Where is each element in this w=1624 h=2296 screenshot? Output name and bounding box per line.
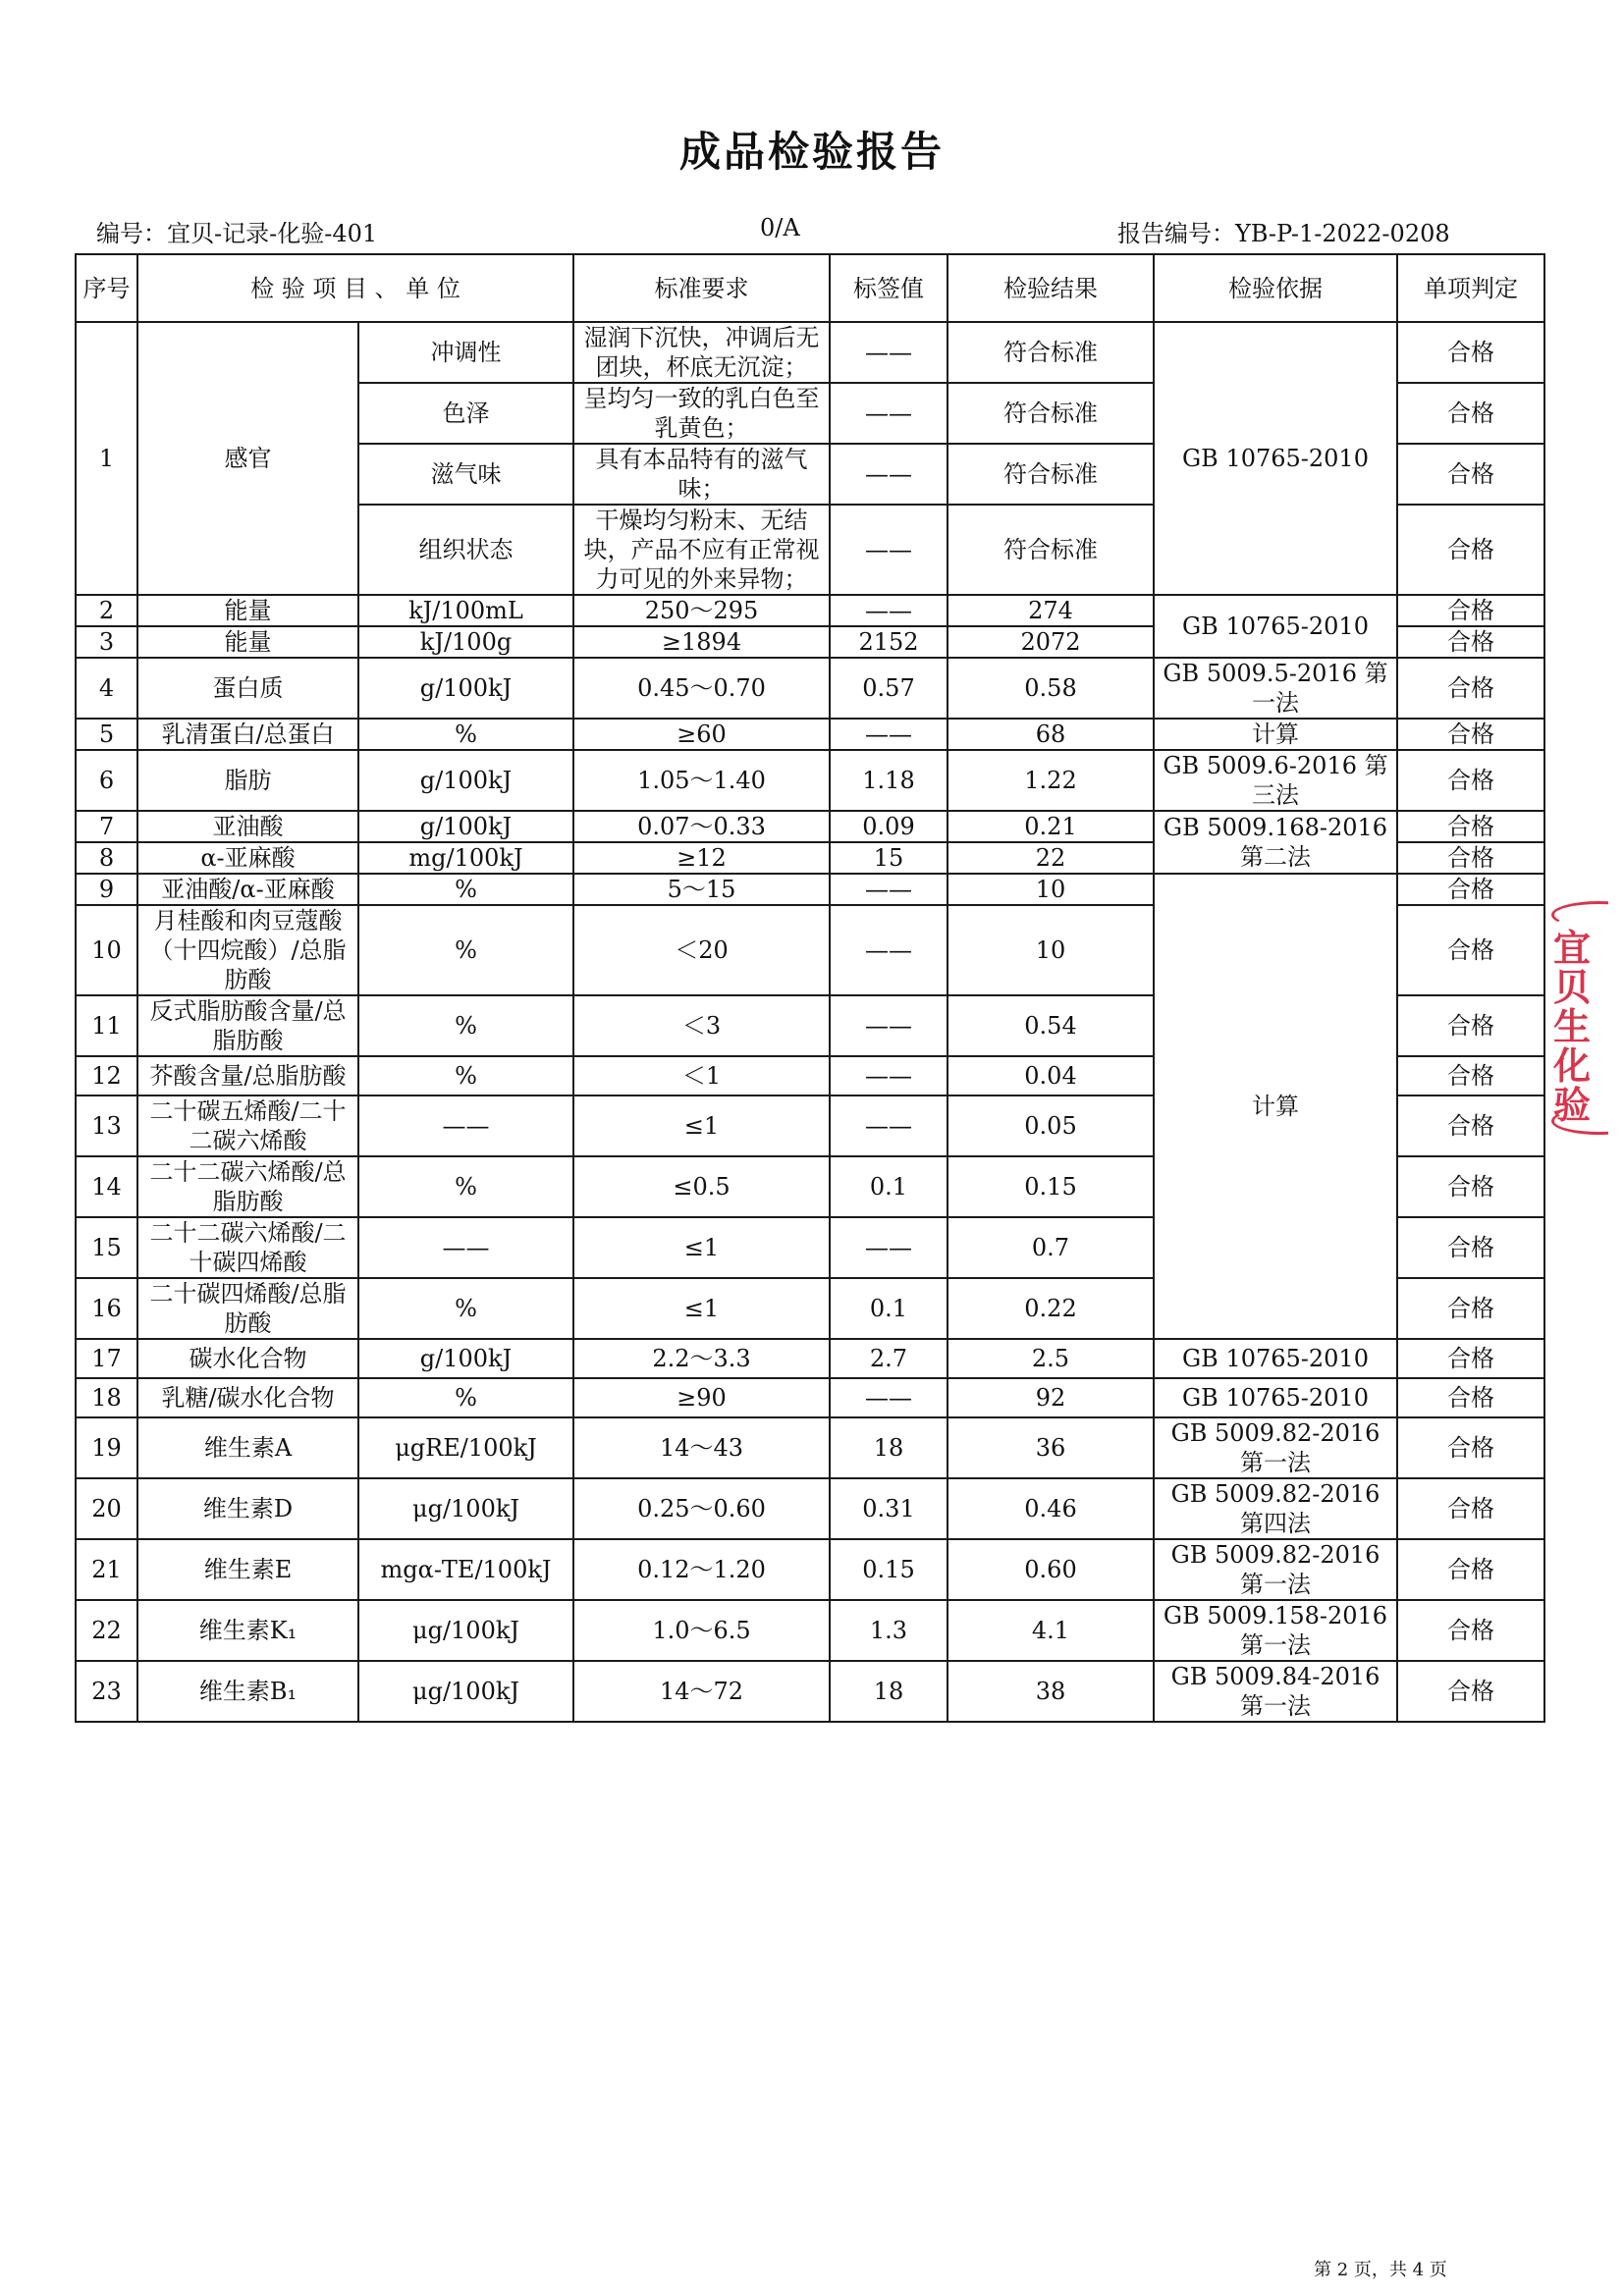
- unit: %: [358, 1278, 573, 1339]
- table-row: [76, 1339, 1544, 1378]
- label-value: 2.7: [830, 1339, 947, 1378]
- item-name: 维生素E: [137, 1539, 358, 1600]
- verdict: 合格: [1397, 1217, 1544, 1278]
- row-seq: 2: [76, 595, 137, 626]
- row-seq: 16: [76, 1278, 137, 1339]
- table-row: [76, 719, 1544, 750]
- result: 10: [947, 874, 1154, 905]
- row-seq: 21: [76, 1539, 137, 1600]
- result: 92: [947, 1378, 1154, 1417]
- stamp-text-2: 化验: [1553, 1043, 1592, 1127]
- requirement: ≤0.5: [573, 1156, 830, 1217]
- sub-item-name: 滋气味: [358, 444, 573, 505]
- result: 4.1: [947, 1600, 1154, 1661]
- table-row: [76, 874, 1544, 905]
- row-seq: 7: [76, 811, 137, 842]
- verdict: 合格: [1397, 811, 1544, 842]
- requirement: ＜1: [573, 1056, 830, 1095]
- sub-item-name: 组织状态: [358, 505, 573, 595]
- unit: ——: [358, 1217, 573, 1278]
- result: 0.46: [947, 1478, 1154, 1539]
- unit: %: [358, 874, 573, 905]
- unit: μg/100kJ: [358, 1661, 573, 1722]
- unit: %: [358, 1378, 573, 1417]
- table-row: [76, 1661, 1544, 1722]
- unit: g/100kJ: [358, 811, 573, 842]
- requirement: 1.0～6.5: [573, 1600, 830, 1661]
- label-value: ——: [830, 383, 947, 444]
- unit: kJ/100g: [358, 626, 573, 658]
- row-seq: 10: [76, 905, 137, 995]
- verdict: 合格: [1397, 719, 1544, 750]
- verdict: 合格: [1397, 505, 1544, 595]
- label-value: ——: [830, 505, 947, 595]
- test-basis: GB 10765-2010: [1154, 1339, 1397, 1378]
- table-row: [76, 658, 1544, 719]
- item-name: 月桂酸和肉豆蔻酸（十四烷酸）/总脂肪酸: [137, 905, 358, 995]
- row-seq: 20: [76, 1478, 137, 1539]
- requirement: 干燥均匀粉末、无结块，产品不应有正常视力可见的外来异物；: [573, 505, 830, 595]
- unit: mg/100kJ: [358, 842, 573, 874]
- label-value: 2152: [830, 626, 947, 658]
- table-row: [76, 595, 1544, 626]
- label-value: 0.15: [830, 1539, 947, 1600]
- item-name: 能量: [137, 595, 358, 626]
- verdict: 合格: [1397, 626, 1544, 658]
- requirement: ≥1894: [573, 626, 830, 658]
- test-basis: GB 5009.5-2016 第一法: [1154, 658, 1397, 719]
- verdict: 合格: [1397, 874, 1544, 905]
- requirement: ≤1: [573, 1217, 830, 1278]
- unit: kJ/100mL: [358, 595, 573, 626]
- label-value: ——: [830, 444, 947, 505]
- verdict: 合格: [1397, 1417, 1544, 1478]
- stamp-text-1: 宜贝生: [1553, 926, 1592, 1048]
- result: 0.05: [947, 1095, 1154, 1156]
- test-basis: GB 10765-2010: [1154, 595, 1397, 658]
- table-row: [76, 322, 1544, 383]
- requirement: 250～295: [573, 595, 830, 626]
- header-row: [76, 254, 1544, 322]
- item-name: 维生素K₁: [137, 1600, 358, 1661]
- item-name: 反式脂肪酸含量/总脂肪酸: [137, 995, 358, 1056]
- row-seq: 13: [76, 1095, 137, 1156]
- row-seq: 4: [76, 658, 137, 719]
- sensory-group: 感官: [137, 322, 358, 595]
- item-name: 脂肪: [137, 750, 358, 811]
- result: 0.54: [947, 995, 1154, 1056]
- inspection-table: [75, 253, 1545, 1723]
- item-name: 乳糖/碳水化合物: [137, 1378, 358, 1417]
- requirement: ＜3: [573, 995, 830, 1056]
- item-name: 乳清蛋白/总蛋白: [137, 719, 358, 750]
- item-name: 能量: [137, 626, 358, 658]
- unit: μg/100kJ: [358, 1478, 573, 1539]
- requirement: ≥12: [573, 842, 830, 874]
- verdict: 合格: [1397, 444, 1544, 505]
- result: 274: [947, 595, 1154, 626]
- result: 22: [947, 842, 1154, 874]
- header-verdict: 单项判定: [1397, 254, 1544, 322]
- verdict: 合格: [1397, 1056, 1544, 1095]
- row-seq: 19: [76, 1417, 137, 1478]
- header-basis: 检验依据: [1154, 254, 1397, 322]
- verdict: 合格: [1397, 1095, 1544, 1156]
- result: 2.5: [947, 1339, 1154, 1378]
- test-basis: GB 5009.158-2016 第一法: [1154, 1600, 1397, 1661]
- result: 2072: [947, 626, 1154, 658]
- unit: g/100kJ: [358, 750, 573, 811]
- label-value: 15: [830, 842, 947, 874]
- result: 符合标准: [947, 383, 1154, 444]
- result: 10: [947, 905, 1154, 995]
- red-seal-stamp: [1549, 901, 1608, 1143]
- label-value: 1.18: [830, 750, 947, 811]
- test-basis: GB 5009.6-2016 第三法: [1154, 750, 1397, 811]
- item-name: 二十碳五烯酸/二十二碳六烯酸: [137, 1095, 358, 1156]
- row-seq: 8: [76, 842, 137, 874]
- test-basis: 计算: [1154, 719, 1397, 750]
- row-seq: 17: [76, 1339, 137, 1378]
- row-seq: 5: [76, 719, 137, 750]
- item-name: 二十二碳六烯酸/二十碳四烯酸: [137, 1217, 358, 1278]
- result: 0.21: [947, 811, 1154, 842]
- record-number: 编号：宜贝-记录-化验-401: [96, 220, 378, 247]
- unit: ——: [358, 1095, 573, 1156]
- unit: %: [358, 995, 573, 1056]
- result: 0.15: [947, 1156, 1154, 1217]
- test-basis: GB 5009.82-2016 第一法: [1154, 1417, 1397, 1478]
- verdict: 合格: [1397, 383, 1544, 444]
- requirement: 0.07～0.33: [573, 811, 830, 842]
- test-basis: GB 5009.82-2016 第一法: [1154, 1539, 1397, 1600]
- row-seq: 23: [76, 1661, 137, 1722]
- item-name: 维生素D: [137, 1478, 358, 1539]
- label-value: ——: [830, 1217, 947, 1278]
- item-name: 二十二碳六烯酸/总脂肪酸: [137, 1156, 358, 1217]
- result: 1.22: [947, 750, 1154, 811]
- unit: %: [358, 1056, 573, 1095]
- header-label-value: 标签值: [830, 254, 947, 322]
- unit: %: [358, 719, 573, 750]
- report-number: 报告编号：YB-P-1-2022-0208: [1117, 220, 1450, 247]
- requirement: ≥90: [573, 1378, 830, 1417]
- row-seq: 6: [76, 750, 137, 811]
- requirement: 0.12～1.20: [573, 1539, 830, 1600]
- verdict: 合格: [1397, 1478, 1544, 1539]
- unit: %: [358, 1156, 573, 1217]
- test-basis: GB 5009.82-2016 第四法: [1154, 1478, 1397, 1539]
- verdict: 合格: [1397, 1661, 1544, 1722]
- row-seq: 12: [76, 1056, 137, 1095]
- result: 38: [947, 1661, 1154, 1722]
- unit: μg/100kJ: [358, 1600, 573, 1661]
- test-basis: GB 5009.168-2016 第二法: [1154, 811, 1397, 874]
- label-value: 0.31: [830, 1478, 947, 1539]
- test-basis: GB 5009.84-2016 第一法: [1154, 1661, 1397, 1722]
- result: 68: [947, 719, 1154, 750]
- row-seq: 18: [76, 1378, 137, 1417]
- requirement: 14～72: [573, 1661, 830, 1722]
- test-basis: GB 10765-2010: [1154, 322, 1397, 595]
- label-value: ——: [830, 874, 947, 905]
- requirement: 5～15: [573, 874, 830, 905]
- item-name: 碳水化合物: [137, 1339, 358, 1378]
- label-value: ——: [830, 905, 947, 995]
- page-footer: 第 2 页，共 4 页: [1314, 2260, 1447, 2280]
- verdict: 合格: [1397, 1339, 1544, 1378]
- verdict: 合格: [1397, 1378, 1544, 1417]
- table-row: [76, 1600, 1544, 1661]
- label-value: 18: [830, 1661, 947, 1722]
- requirement: ＜20: [573, 905, 830, 995]
- report-title: 成品检验报告: [678, 128, 945, 176]
- item-name: 维生素B₁: [137, 1661, 358, 1722]
- item-name: 蛋白质: [137, 658, 358, 719]
- item-name: 亚油酸: [137, 811, 358, 842]
- requirement: 14～43: [573, 1417, 830, 1478]
- requirement: 2.2～3.3: [573, 1339, 830, 1378]
- label-value: ——: [830, 595, 947, 626]
- table-row: [76, 750, 1544, 811]
- header-result: 检验结果: [947, 254, 1154, 322]
- label-value: 0.1: [830, 1156, 947, 1217]
- item-name: 二十碳四烯酸/总脂肪酸: [137, 1278, 358, 1339]
- verdict: 合格: [1397, 322, 1544, 383]
- table-row: [76, 811, 1544, 842]
- label-value: 0.09: [830, 811, 947, 842]
- revision: 0/A: [760, 214, 800, 241]
- verdict: 合格: [1397, 595, 1544, 626]
- row-seq: 22: [76, 1600, 137, 1661]
- row-seq: 15: [76, 1217, 137, 1278]
- test-basis: 计算: [1154, 874, 1397, 1339]
- row-seq: 14: [76, 1156, 137, 1217]
- row-seq: 9: [76, 874, 137, 905]
- label-value: ——: [830, 1095, 947, 1156]
- label-value: ——: [830, 322, 947, 383]
- sub-item-name: 色泽: [358, 383, 573, 444]
- table-row: [76, 1417, 1544, 1478]
- label-value: 1.3: [830, 1600, 947, 1661]
- result: 0.22: [947, 1278, 1154, 1339]
- requirement: 湿润下沉快，冲调后无团块，杯底无沉淀；: [573, 322, 830, 383]
- verdict: 合格: [1397, 905, 1544, 995]
- label-value: 0.57: [830, 658, 947, 719]
- unit: μgRE/100kJ: [358, 1417, 573, 1478]
- requirement: ≥60: [573, 719, 830, 750]
- result: 0.7: [947, 1217, 1154, 1278]
- row-seq: 11: [76, 995, 137, 1056]
- header-item: 检 验 项 目 、 单 位: [137, 254, 573, 322]
- unit: g/100kJ: [358, 658, 573, 719]
- verdict: 合格: [1397, 842, 1544, 874]
- verdict: 合格: [1397, 1600, 1544, 1661]
- test-basis: GB 10765-2010: [1154, 1378, 1397, 1417]
- unit: g/100kJ: [358, 1339, 573, 1378]
- table-row: [76, 1478, 1544, 1539]
- result: 符合标准: [947, 322, 1154, 383]
- requirement: 呈均匀一致的乳白色至乳黄色；: [573, 383, 830, 444]
- result: 0.04: [947, 1056, 1154, 1095]
- unit: %: [358, 905, 573, 995]
- header-requirement: 标准要求: [573, 254, 830, 322]
- result: 0.58: [947, 658, 1154, 719]
- label-value: ——: [830, 719, 947, 750]
- header-seq: 序号: [76, 254, 137, 322]
- sub-item-name: 冲调性: [358, 322, 573, 383]
- row-seq: 1: [76, 322, 137, 595]
- verdict: 合格: [1397, 1156, 1544, 1217]
- verdict: 合格: [1397, 658, 1544, 719]
- label-value: 18: [830, 1417, 947, 1478]
- table-row: [76, 1539, 1544, 1600]
- verdict: 合格: [1397, 995, 1544, 1056]
- item-name: α-亚麻酸: [137, 842, 358, 874]
- result: 符合标准: [947, 505, 1154, 595]
- result: 符合标准: [947, 444, 1154, 505]
- label-value: ——: [830, 1378, 947, 1417]
- label-value: 0.1: [830, 1278, 947, 1339]
- verdict: 合格: [1397, 750, 1544, 811]
- item-name: 维生素A: [137, 1417, 358, 1478]
- requirement: 具有本品特有的滋气味；: [573, 444, 830, 505]
- requirement: ≤1: [573, 1278, 830, 1339]
- requirement: 1.05～1.40: [573, 750, 830, 811]
- label-value: ——: [830, 1056, 947, 1095]
- requirement: 0.45～0.70: [573, 658, 830, 719]
- label-value: ——: [830, 995, 947, 1056]
- row-seq: 3: [76, 626, 137, 658]
- table-row: [76, 1378, 1544, 1417]
- verdict: 合格: [1397, 1278, 1544, 1339]
- requirement: ≤1: [573, 1095, 830, 1156]
- result: 36: [947, 1417, 1154, 1478]
- unit: mgα-TE/100kJ: [358, 1539, 573, 1600]
- requirement: 0.25～0.60: [573, 1478, 830, 1539]
- item-name: 亚油酸/α-亚麻酸: [137, 874, 358, 905]
- verdict: 合格: [1397, 1539, 1544, 1600]
- result: 0.60: [947, 1539, 1154, 1600]
- item-name: 芥酸含量/总脂肪酸: [137, 1056, 358, 1095]
